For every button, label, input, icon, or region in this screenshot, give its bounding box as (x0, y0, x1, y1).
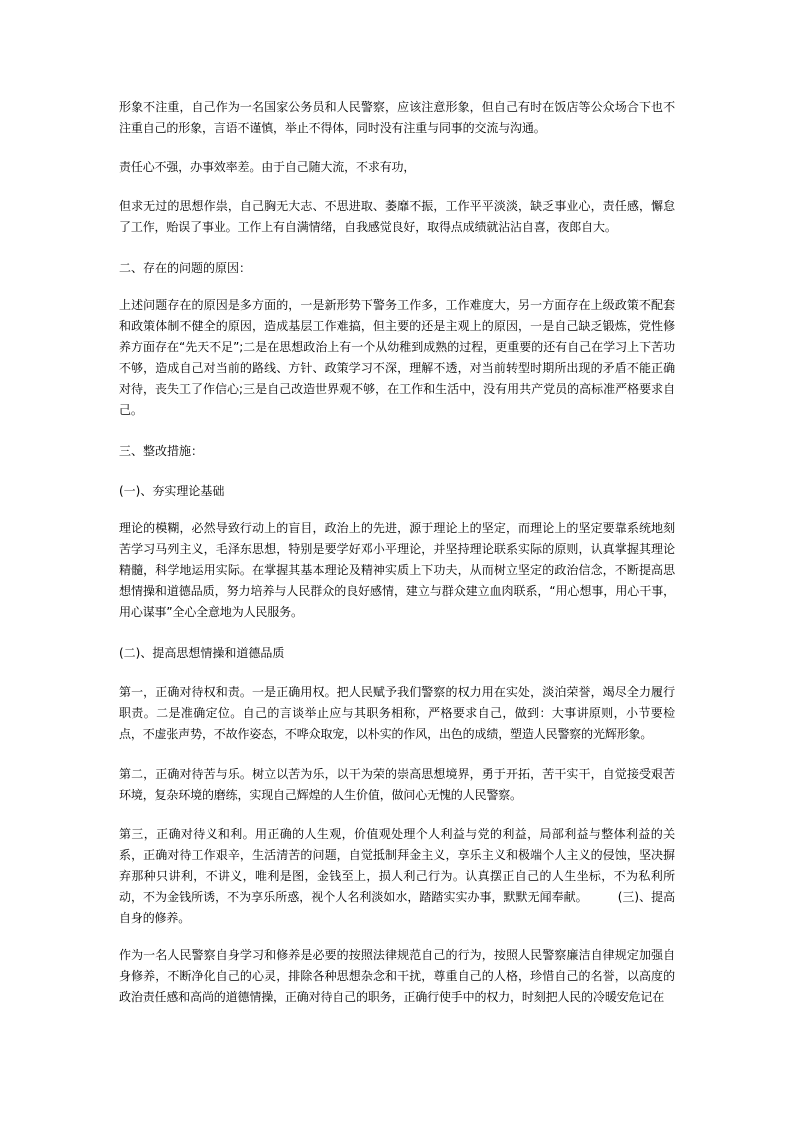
paragraph-self-cultivation: 作为一名人民警察自身学习和修养是必要的按照法律规范自己的行为，按照人民警察廉洁自律规定加强自身修养，不断净化自己的心灵，排除各种思想杂念和干扰，尊重自己的人格，珍惜自己的名誉，以高度的政治责任感和高尚的道德情操，正确对待自己的职务，正确行使手中的权力，时刻把人民的冷暖安危记在 (119, 948, 675, 1004)
paragraph-mindset-issue: 但求无过的思想作祟，自己胸无大志、不思进取、萎靡不振，工作平平淡淡，缺乏事业心，责任感，懈怠了工作，贻误了事业。工作上有自满情绪，自我感觉良好，取得点成绩就沾沾自喜，夜郎自大。 (119, 199, 675, 234)
paragraph-image-issue: 形象不注重，自己作为一名国家公务员和人民警察，应该注意形象，但自己有时在饭店等公众场合下也不注重自己的形象，言语不谨慎，举止不得体，同时没有注重与同事的交流与沟通。 (119, 100, 675, 135)
subheading-theory-foundation: (一)、夯实理论基础 (119, 484, 225, 498)
section-heading-measures: 三、整改措施： (119, 444, 204, 458)
paragraph-responsibility-weak: 责任心不强，办事效率差。由于自己随大流，不求有功， (119, 160, 416, 174)
paragraph-justice-profit: 第三，正确对待义和利。用正确的人生观，价值观处理个人利益与党的利益，局部利益与整体利益的关系，正确对待工作艰辛，生活清苦的问题，自觉抵制拜金主义，享乐主义和极端个人主义的侵蚀，坚决摒弃那种只讲利，不讲义，唯利是图，金钱至上，损人利己行为。认真摆正自己的人生坐标，不为私利所动，不为金钱所诱，不为享乐所惑，视个人名利淡如水，踏踏实实办事，默默无闻奉献。 (三)、提高自身的修养。 (119, 827, 675, 925)
subheading-moral-quality: (二)、提高思想情操和道德品质 (119, 646, 285, 660)
paragraph-causes: 上述问题存在的原因是多方面的，一是新形势下警务工作多，工作难度大，另一方面存在上级政策不配套和政策体制不健全的原因，造成基层工作难搞，但主要的还是主观上的原因，一是自己缺乏锻炼，党性修养方面存在“先天不足”;二是在思想政治上有一个从幼稚到成熟的过程，更重要的还有自己在学习上下苦功不够，造成自己对当前的路线、方针、政策学习不深，理解不透，对当前转型时期所出现的矛盾不能正确对待，丧失工了作信心;三是自己改造世界观不够，在工作和生活中，没有用共产党员的高标准严格要求自己。 (119, 298, 675, 417)
paragraph-theory: 理论的模糊，必然导致行动上的盲目，政治上的先进，源于理论上的坚定，而理论上的坚定要靠系统地刻苦学习马列主义，毛泽东思想，特别是要学好邓小平理论，并坚持理论联系实际的原则，认真掌握其理论精髓，科学地运用实际。在掌握其基本理论及精神实质上下功夫，从而树立坚定的政治信念，不断提高思想情操和道德品质，努力培养与人民群众的良好感情，建立与群众建立血肉联系，“用心想事，用心干事，用心谋事”全心全意地为人民服务。 (119, 521, 675, 619)
paragraph-power-duty: 第一，正确对待权和责。一是正确用权。把人民赋予我们警察的权力用在实处，淡泊荣誉，竭尽全力履行职责。二是准确定位。自己的言谈举止应与其职务相称，严格要求自己，做到：大事讲原则，小节要检点，不虚张声势，不故作姿态，不哗众取宠，以朴实的作风，出色的成绩，塑造人民警察的光辉形象。 (119, 685, 675, 741)
paragraph-hardship-joy: 第二，正确对待苦与乐。树立以苦为乐，以干为荣的崇高思想境界，勇于开拓，苦干实干，自觉接受艰苦环境，复杂环境的磨练，实现自己辉煌的人生价值，做问心无愧的人民警察。 (119, 767, 675, 802)
section-heading-causes: 二、存在的问题的原因： (119, 261, 252, 275)
